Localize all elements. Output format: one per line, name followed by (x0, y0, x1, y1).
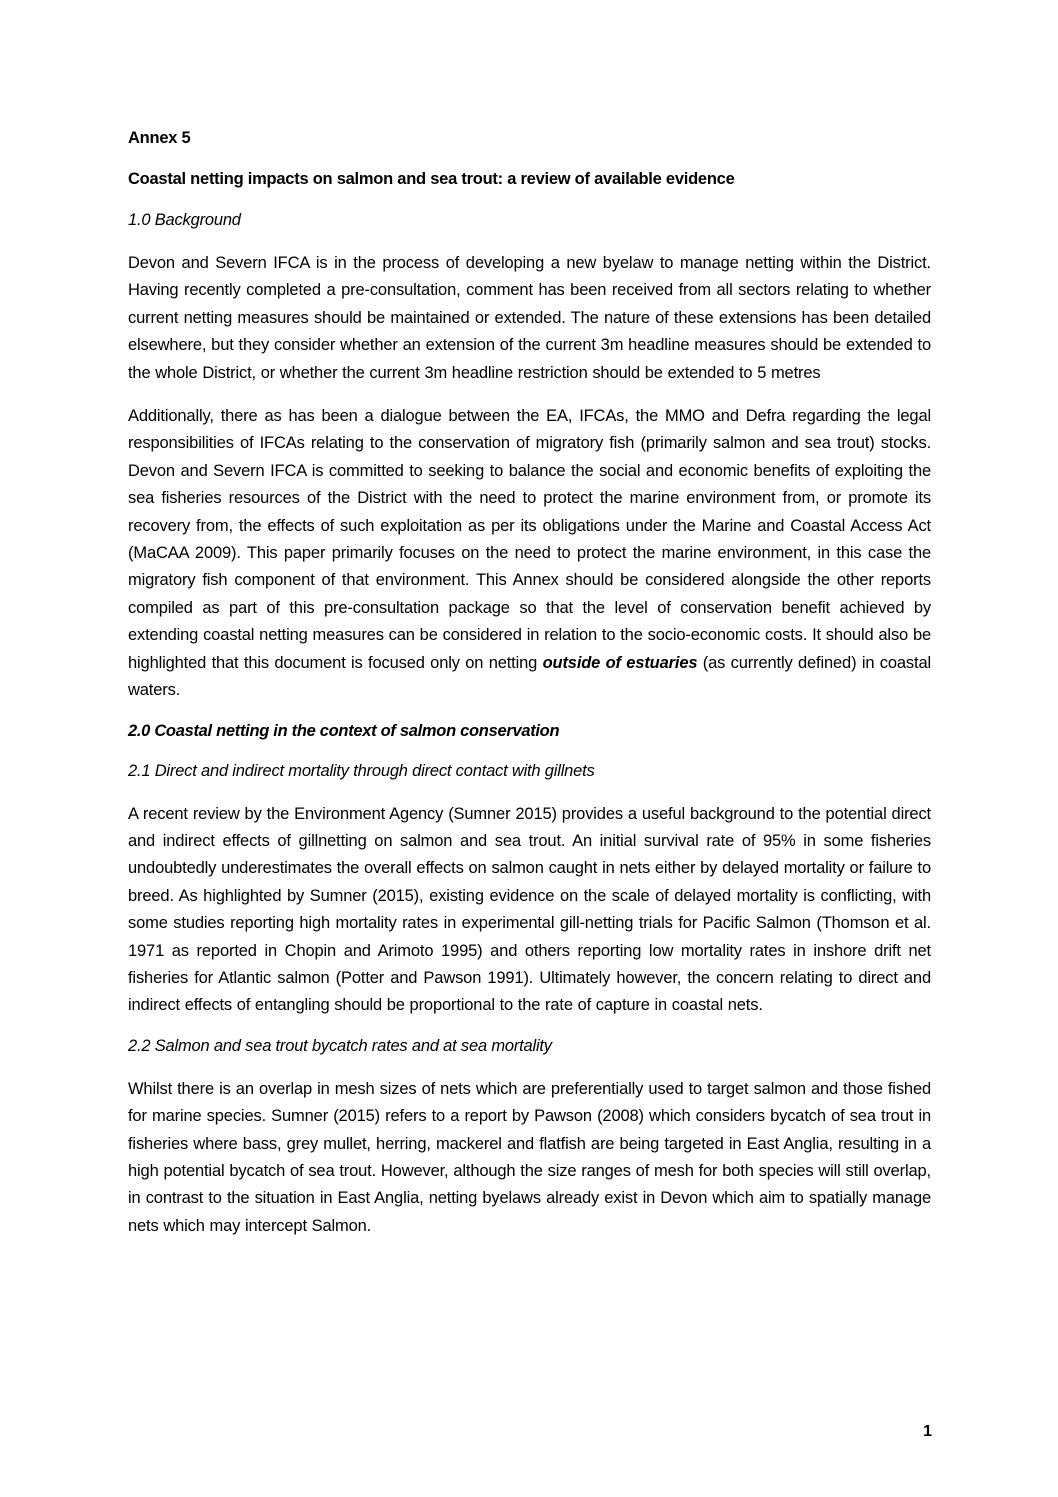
paragraph-background-2-tail: (as currently defined) in coastal waters. (128, 653, 931, 700)
paragraph-background-2-text: Additionally, there as has been a dialogue between the EA, IFCAs, the MMO and Defra regarding the legal responsibilities of IFCAs relating to the conservation of migratory fish (primarily salmon and sea trout) stocks. Devon and Severn IFCA is committed to seeking to balance the social and economic benefits of exploiting the sea fisheries resources of the District with the need to protect the marine environment from, or promote its recovery from, the effects of such exploitation as per its obligations under the Marine and Coastal Access Act (MaCAA 2009). This paper primarily focuses on the need to protect the marine environment, in this case the migratory fish component of that environment. This Annex should be considered alongside the other reports compiled as part of this pre-consultation package so that the level of conservation benefit achieved by extending coastal netting measures can be considered in relation to the socio-economic costs. It should also be highlighted that this document is focused only on netting (128, 407, 931, 672)
paragraph-background-1: Devon and Severn IFCA is in the process of developing a new byelaw to manage netting within the District. Having recently completed a pre-consultation, comment has been received from all sectors relating to whether current netting measures should be maintained or extended. The nature of these extensions has been detailed elsewhere, but they consider whether an extension of the current 3m headline measures should be extended to the whole District, or whether the current 3m headline restriction should be extended to 5 metres (128, 254, 931, 382)
subsection-heading-bycatch: 2.2 Salmon and sea trout bycatch rates and at sea mortality (128, 1036, 552, 1055)
section-heading-coastal-netting: 2.0 Coastal netting in the context of salmon conservation (128, 721, 560, 740)
document-body (128, 128, 931, 1256)
paragraph-bycatch: Whilst there is an overlap in mesh sizes of nets which are preferentially used to target salmon and those fished for marine species. Sumner (2015) refers to a report by Pawson (2008) which considers bycatch of sea trout in fisheries where bass, grey mullet, herring, mackerel and flatfish are being targeted in East Anglia, resulting in a high potential bycatch of sea trout. However, although the size ranges of mesh for both species will still overlap, in contrast to the situation in East Anglia, netting byelaws already exist in Devon which aim to spatially manage nets which may intercept Salmon. (128, 1079, 931, 1235)
page-number: 1 (923, 1423, 932, 1440)
annex-title: Annex 5 (128, 129, 191, 147)
paragraph-background-2 (128, 403, 931, 704)
section-heading-background: 1.0 Background (128, 211, 241, 229)
main-title: Coastal netting impacts on salmon and sea trout: a review of available evidence (128, 170, 735, 188)
subsection-heading-mortality: 2.1 Direct and indirect mortality through direct contact with gillnets (128, 761, 595, 780)
emphasis-outside-estuaries: outside of estuaries (542, 653, 698, 672)
paragraph-mortality: A recent review by the Environment Agency (Sumner 2015) provides a useful background to the potential direct and indirect effects of gillnetting on salmon and sea trout. An initial survival rate of 95% in some fisheries undoubtedly underestimates the overall effects on salmon caught in nets either by delayed mortality or failure to breed. As highlighted by Sumner (2015), existing evidence on the scale of delayed mortality is conflicting, with some studies reporting high mortality rates in experimental gill-netting trials for Pacific Salmon (Thomson et al. 1971 as reported in Chopin and Arimoto 1995) and others reporting low mortality rates in inshore drift net fisheries for Atlantic salmon (Potter and Pawson 1991). Ultimately however, the concern relating to direct and indirect effects of entangling should be proportional to the rate of capture in coastal nets. (128, 804, 931, 1015)
